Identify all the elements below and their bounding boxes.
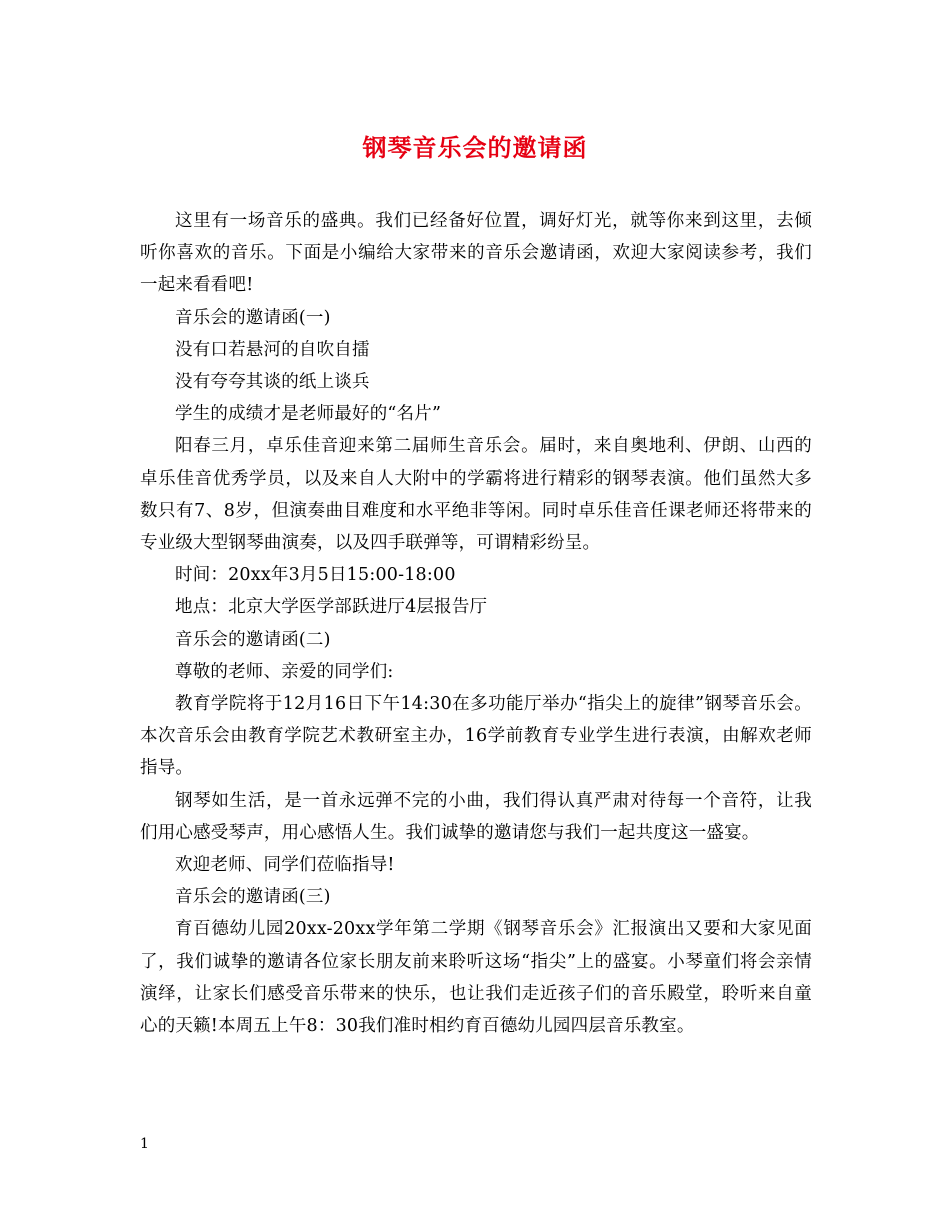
poem-line-1: 没有口若悬河的自吹自擂	[175, 339, 370, 360]
event-announcement-paragraph: 教育学院将于12月16日下午14:30在多功能厅举办“指尖上的旋律”钢琴音乐会。本次音乐会由教育学院艺术教研室主办，16学前教育专业学生进行表演，由解欢老师指导。	[140, 694, 812, 779]
document-body	[140, 205, 812, 1042]
section-heading-3: 音乐会的邀请函(三)	[175, 887, 331, 908]
poem-line-2: 没有夸夸其谈的纸上谈兵	[175, 372, 370, 393]
page-number: 1	[140, 1136, 149, 1152]
salutation: 尊敬的老师、亲爱的同学们:	[175, 661, 394, 682]
kindergarten-concert-paragraph: 育百德幼儿园20xx-20xx学年第二学期《钢琴音乐会》汇报演出又要和大家见面了，我们诚挚的邀请各位家长朋友前来聆听这场“指尖”上的盛宴。小琴童们将会亲情演绎，让家长们感受音乐带来的快乐，也让我们走近孩子们的音乐殿堂，聆听来自童心的天籁!本周五上午8：30我们准时相约育百德幼儿园四层音乐教室。	[140, 919, 812, 1037]
event-location: 地点：北京大学医学部跃进厅4层报告厅	[175, 597, 488, 618]
welcome-line: 欢迎老师、同学们莅临指导!	[175, 855, 395, 876]
document-title: 钢琴音乐会的邀请函	[362, 133, 588, 162]
poem-line-3: 学生的成绩才是老师最好的“名片”	[175, 404, 442, 425]
intro-paragraph: 这里有一场音乐的盛典。我们已经备好位置，调好灯光，就等你来到这里，去倾听你喜欢的音乐。下面是小编给大家带来的音乐会邀请函，欢迎大家阅读参考，我们一起来看看吧!	[140, 211, 812, 296]
section-heading-1: 音乐会的邀请函(一)	[175, 307, 331, 328]
piano-life-paragraph: 钢琴如生活，是一首永远弹不完的小曲，我们得认真严肃对待每一个音符，让我们用心感受琴声，用心感悟人生。我们诚挚的邀请您与我们一起共度这一盛宴。	[140, 790, 812, 843]
concert-description-paragraph: 阳春三月，卓乐佳音迎来第二届师生音乐会。届时，来自奥地利、伊朗、山西的卓乐佳音优秀学员，以及来自人大附中的学霸将进行精彩的钢琴表演。他们虽然大多数只有7、8岁，但演奏曲目难度和水平绝非等闲。同时卓乐佳音任课老师还将带来的专业级大型钢琴曲演奏，以及四手联弹等，可谓精彩纷呈。	[140, 436, 812, 554]
event-time: 时间：20xx年3月5日15:00-18:00	[175, 565, 456, 586]
section-heading-2: 音乐会的邀请函(二)	[175, 629, 331, 650]
